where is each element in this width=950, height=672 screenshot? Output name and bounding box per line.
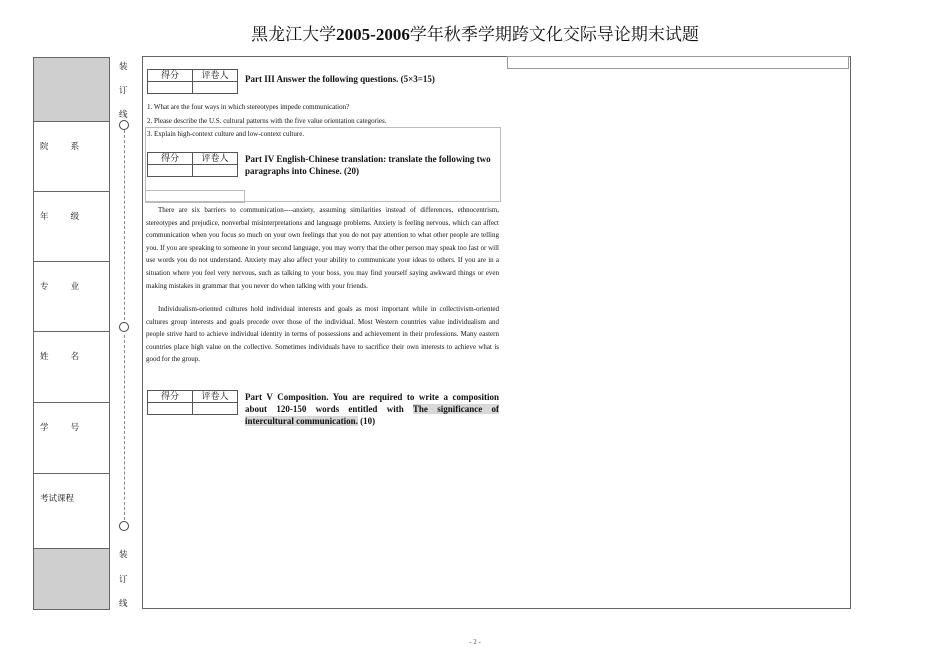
grader-label: 评卷人 xyxy=(193,391,238,403)
question: 2. Please describe the U.S. cultural patterns with the five value orientation categories. xyxy=(147,117,387,125)
grader-cell[interactable] xyxy=(193,403,238,415)
score-cell[interactable] xyxy=(148,82,193,94)
top-right-box xyxy=(507,56,849,69)
binding-hole xyxy=(119,120,129,130)
score-label: 得分 xyxy=(148,391,193,403)
info-grade: 年 级 xyxy=(34,191,109,261)
part3-heading: Part III Answer the following questions. (5×3=15) xyxy=(245,74,435,84)
binding-hole xyxy=(119,322,129,332)
grader-label: 评卷人 xyxy=(193,153,238,165)
score-label: 得分 xyxy=(148,70,193,82)
question: 3. Explain high-context culture and low-context culture. xyxy=(147,130,305,138)
binding-char: 线 xyxy=(119,109,128,119)
info-department: 院 系 xyxy=(34,121,109,191)
question: 1. What are the four ways in which stereotypes impede communication? xyxy=(147,103,350,111)
score-cell[interactable] xyxy=(148,165,193,177)
binding-char: 线 xyxy=(119,598,128,608)
translation-paragraph-1: There are six barriers to communication----anxiety, assuming similarities instead of differences, ethnocentrism, stereotypes and prejudice, nonverbal misinterpretations and language problems. Anxiety is feeling nervous, which can affect communication when you focus so much on your own feelings that you do not pay attention to what other people are telling you. If you are speaking to someone in your second language, you may worry that the other person may speak too fast or will use words you do not understand. Anxiety may also affect your ability to communicate your ideas to others. If you are in a situation where you feel very nervous, such as talking to your boss, you may find yourself saying awkward things or even making mistakes in grammar that you never do when talking with your friends. xyxy=(146,206,499,290)
binding-char: 订 xyxy=(119,574,128,584)
composition-title: The significance of intercultural communication. xyxy=(245,404,500,426)
score-label: 得分 xyxy=(148,153,193,165)
binding-dash-lower xyxy=(124,335,125,520)
part4-inner-box xyxy=(145,190,245,203)
part5-heading: Part V Composition. You are required to write a composition about 120-150 words entitled with The significance of intercultural communication. (10) xyxy=(245,392,500,426)
grader-cell[interactable] xyxy=(193,165,238,177)
info-name: 姓 名 xyxy=(34,331,109,402)
page-number: - 2 - xyxy=(469,638,481,646)
info-blank-bottom xyxy=(34,548,109,609)
score-cell[interactable] xyxy=(148,403,193,415)
binding-dash-upper xyxy=(124,130,125,325)
binding-char: 装 xyxy=(119,549,128,559)
binding-char: 装 xyxy=(119,61,128,71)
info-student-id: 学 号 xyxy=(34,402,109,473)
part4-heading: Part IV English-Chinese translation: translate the following two paragraphs into Chinese. (20) xyxy=(245,154,491,176)
binding-char: 订 xyxy=(119,85,128,95)
info-course: 考试课程 xyxy=(34,473,109,548)
binding-hole xyxy=(119,521,129,531)
info-major: 专 业 xyxy=(34,261,109,331)
score-table-part3 xyxy=(147,69,238,94)
student-info-column xyxy=(33,57,110,610)
exam-title: 黑龙江大学2005-2006学年秋季学期跨文化交际导论期末试题 xyxy=(251,25,699,44)
translation-paragraph-2: Individualism-oriented cultures hold individual interests and goals as most important while in collectivism-oriented cultures group interests and goals precede over those of the individual. Most Western countries value individualism and people strive hard to achieve individual identity in terms of possessions and achievement in their professions. Many eastern countries place high value on the collective. Sometimes individuals have to sacrifice their own interests to achieve what is good for the group. xyxy=(146,305,499,364)
info-blank-top xyxy=(34,58,109,121)
score-table-part5 xyxy=(147,390,238,415)
grader-label: 评卷人 xyxy=(193,70,238,82)
score-table-part4 xyxy=(147,152,238,177)
grader-cell[interactable] xyxy=(193,82,238,94)
